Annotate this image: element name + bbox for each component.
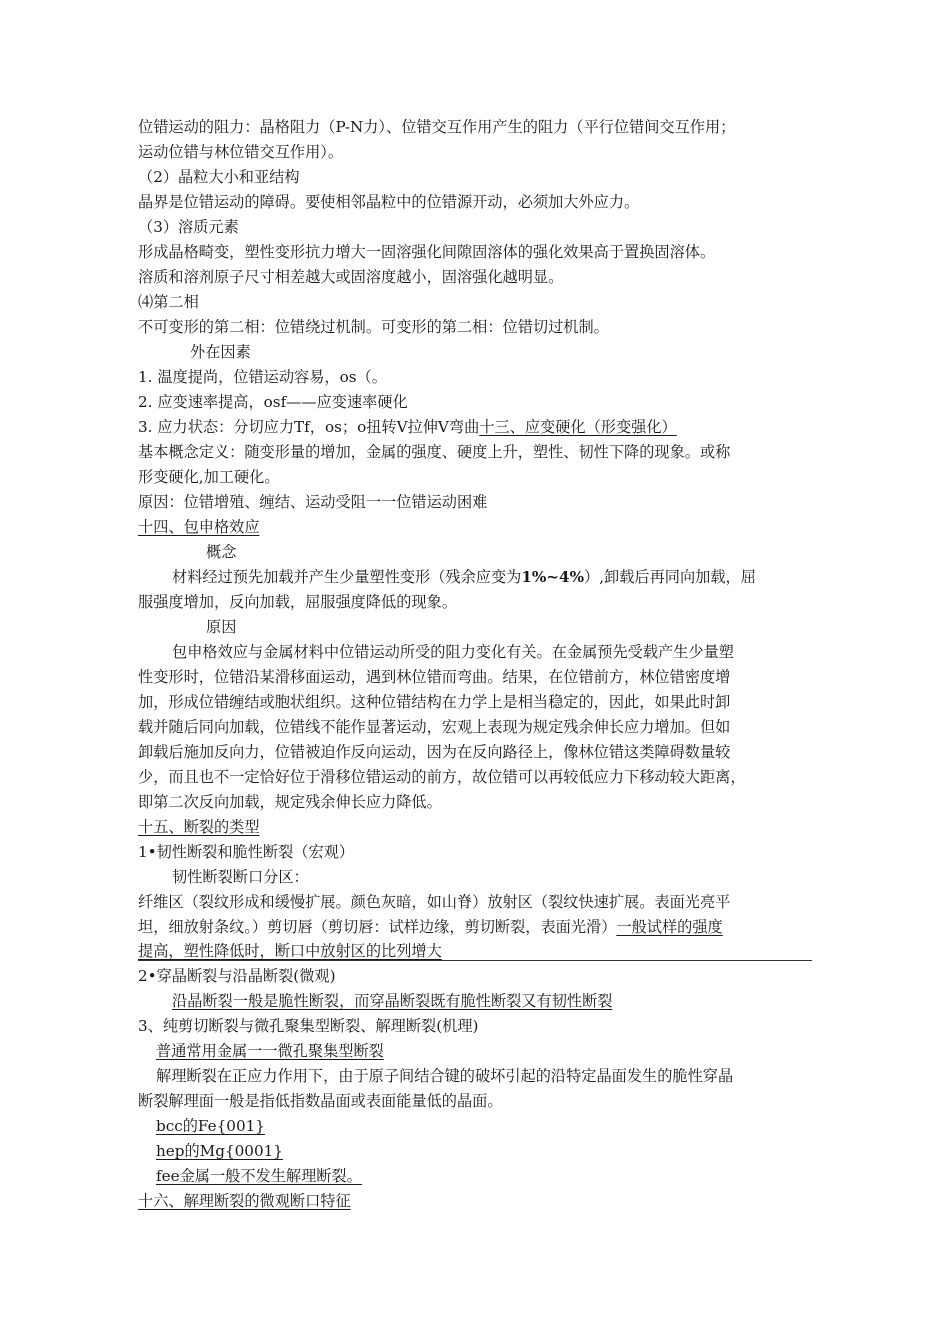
divider — [138, 960, 812, 961]
text-segment: 1%~4% — [521, 568, 585, 586]
list-item: 2•穿晶断裂与沿晶断裂(微观) — [138, 967, 336, 985]
underlined-text: 一般试样的强度 — [616, 918, 723, 936]
text-segment: ）,卸载后再同向加载，屈 — [584, 568, 756, 586]
underlined-text: 沿晶断裂一般是脆性断裂，而穿晶断裂既有脆性断裂又有韧性断裂 — [172, 992, 613, 1010]
subheading: 概念 — [206, 543, 237, 561]
list-item: 1. 温度提尚，位错运动容易，os（。 — [138, 368, 387, 386]
text-line: 运动位错与林位错交互作用）。 — [138, 143, 344, 161]
underlined-text: fee金属一般不发生解理断裂。 — [156, 1167, 362, 1185]
section-title: 十三、应变硬化（形变强化） — [479, 418, 677, 436]
paragraph-line — [172, 567, 756, 587]
text-line: 韧性断裂断口分区： — [172, 868, 309, 886]
text-line: 形成晶格畸变，塑性变形抗力增大一固溶强化间隙固溶体的强化效果高于置换固溶体。 — [138, 243, 716, 261]
list-item — [138, 417, 677, 437]
paragraph-line: 即第二次反向加载，规定残余伸长应力降低。 — [138, 793, 442, 811]
paragraph-line: 少，而且也不一定恰好位于滑移位错运动的前方，故位错可以再较低应力下移动较大距离， — [138, 768, 746, 786]
text-line: 不可变形的第二相：位错绕过机制。可变形的第二相：位错切过机制。 — [138, 318, 609, 336]
section-heading: （3）溶质元素 — [138, 218, 239, 236]
paragraph-line: 纤维区（裂纹形成和缓慢扩展。颜色灰暗，如山脊）放射区（裂纹快速扩展。表面光亮平 — [138, 893, 731, 911]
section-title: 十六、解理断裂的微观断口特征 — [138, 1192, 351, 1210]
text-line: 形变硬化,加工硬化。 — [138, 468, 280, 486]
paragraph-line: 解理断裂在正应力作用下，由于原子间结合键的破坏引起的沿特定晶面发生的脆性穿晶 — [156, 1067, 734, 1085]
subheading: 外在因素 — [190, 343, 251, 361]
underlined-text: hep的Mg{0001} — [156, 1142, 283, 1160]
paragraph-line: 断裂解理面一般是指低指数晶面或表面能量低的晶面。 — [138, 1092, 503, 1110]
paragraph-line: 包申格效应与金属材料中位错运动所受的阻力变化有关。在金属预先受载产生少量塑 — [172, 643, 734, 661]
list-item: 2. 应变速率提高，osf——应变速率硬化 — [138, 393, 408, 411]
subheading: 原因 — [206, 618, 237, 636]
paragraph-line: 性变形时，位错沿某滑移面运动，遇到林位错而弯曲。结果，在位错前方，林位错密度增 — [138, 668, 731, 686]
list-item: 3、纯剪切断裂与微孔聚集型断裂、解理断裂(机理) — [138, 1017, 479, 1035]
paragraph-line — [138, 917, 723, 937]
underlined-text: 提高，塑性降低时，断口中放射区的比列增大 — [138, 942, 442, 960]
section-heading: （2）晶粒大小和亚结构 — [138, 168, 300, 186]
text-segment: 材料经过预先加载并产生少量塑性变形（残余应变为 — [172, 568, 522, 586]
text-line: 晶界是位错运动的障碍。要使相邻晶粒中的位错源开动，必须加大外应力。 — [138, 193, 640, 211]
text-segment: 3. 应力状态：分切应力Tf，os；o扭转V拉伸V弯曲 — [138, 418, 480, 436]
underlined-text: bcc的Fe{001} — [156, 1117, 265, 1135]
paragraph-line: 加，形成位错缠结或胞状组织。这种位错结构在力学上是相当稳定的，因此，如果此时卸 — [138, 693, 731, 711]
section-title: 十五、断裂的类型 — [138, 818, 260, 836]
paragraph-line: 载并随后同向加载，位错线不能作显著运动，宏观上表现为规定残余伸长应力增加。但如 — [138, 718, 731, 736]
text-line: 原因：位错增殖、缠结、运动受阻一一位错运动困难 — [138, 493, 488, 511]
paragraph-line: 服强度增加，反向加载，屈服强度降低的现象。 — [138, 593, 457, 611]
text-line: 溶质和溶剂原子尺寸相差越大或固溶度越小，固溶强化越明显。 — [138, 268, 564, 286]
text-line: 位错运动的阻力：晶格阻力（P-N力）、位错交互作用产生的阻力（平行位错间交互作用； — [138, 118, 736, 136]
paragraph-line: 卸载后施加反向力，位错被迫作反向运动，因为在反向路径上，像林位错这类障碍数量较 — [138, 743, 731, 761]
section-title: 十四、包申格效应 — [138, 518, 260, 536]
list-item: 1•韧性断裂和脆性断裂（宏观） — [138, 843, 355, 861]
text-line: 基本概念定义：随变形量的增加，金属的强度、硬度上升，塑性、韧性下降的现象。或称 — [138, 443, 731, 461]
text-segment: 坦，细放射条纹。）剪切唇（剪切唇：试样边缘，剪切断裂，表面光滑） — [138, 918, 617, 936]
section-heading: ⑷第二相 — [138, 293, 199, 311]
underlined-text: 普通常用金属一一微孔聚集型断裂 — [156, 1042, 384, 1060]
